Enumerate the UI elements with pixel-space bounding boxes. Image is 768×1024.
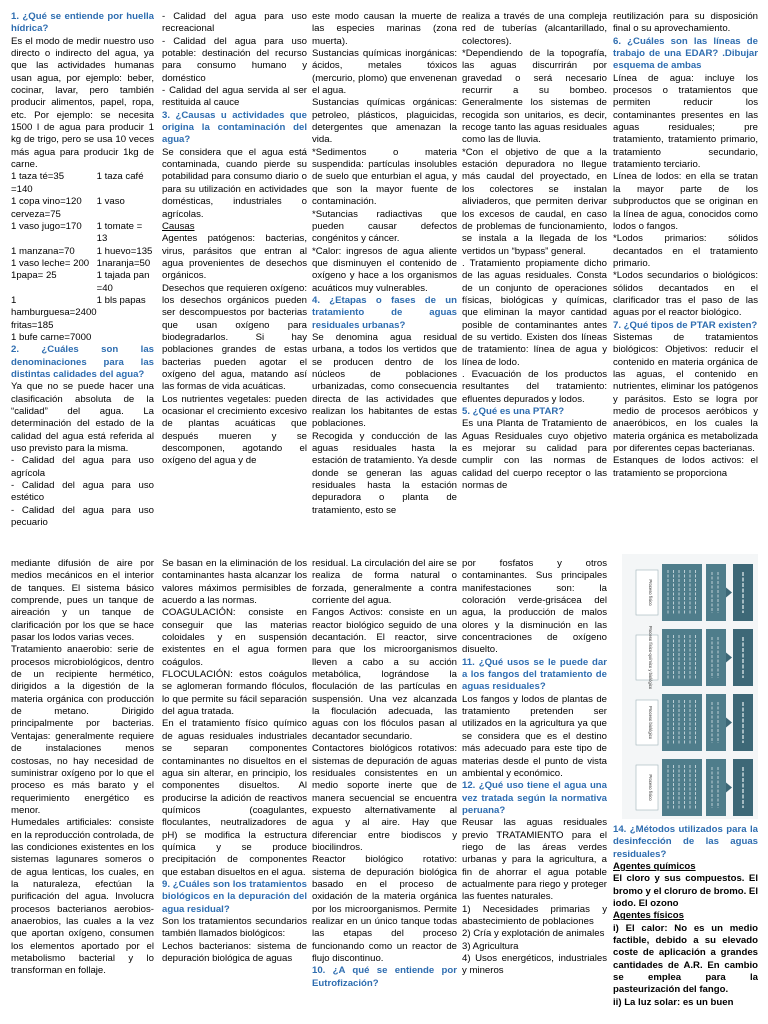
question-heading: 6. ¿Cuáles son las líneas de trabajo de una EDAR? .Dibujar esquema de ambas bbox=[613, 35, 758, 72]
question-heading: 3. ¿Causas u actividades que origina la contaminación del agua? bbox=[162, 109, 307, 146]
stage-label: Proceso biológico bbox=[648, 705, 653, 740]
paragraph: - Calidad del agua para uso estético bbox=[11, 480, 154, 504]
paragraph: Es el modo de medir nuestro uso directo o indirecto del agua, ya que las actividades humanas usan agua, por ejemplo: beber, cocinar, lavar, pero también producir alimentos, papel, ropa, etc. Por ejemplo: se necesita 1500 l de agua para producir 1 kg de trigo, pero se usa 10 veces más agua para producir 1kg de carne. bbox=[11, 35, 154, 171]
question-heading: 11. ¿Qué usos se le puede dar a los fangos del tratamiento de aguas residuales? bbox=[462, 656, 607, 693]
paragraph: Lechos bacterianos: sistema de depuración biológica de aguas bbox=[162, 940, 307, 964]
question-heading: 1. ¿Qué se entiende por huella hídrica? bbox=[11, 11, 154, 35]
footprint-item: 1 vaso jugo=170 bbox=[11, 220, 82, 232]
paragraph: Es una Planta de Tratamiento de Aguas Residuales cuyo objetivo es mejorar su calidad para cumplir con las normas de calidad del cuerpo receptor o las normas de bbox=[462, 418, 607, 492]
question-heading: 5. ¿Qué es una PTAR? bbox=[462, 406, 565, 417]
section-label: Agentes físicos bbox=[613, 910, 684, 922]
question-heading: 7. ¿Qué tipos de PTAR existen? bbox=[613, 319, 758, 331]
paragraph: Reusar las aguas residuales previo TRATAMIENTO para el riego de las áreas verdes urbanas y para la agricultura, a fin de ahorrar el agua potable actualmente para riego y proteger las fuentes naturales. bbox=[462, 817, 607, 903]
footprint-item: 1 vaso leche= 200 bbox=[11, 257, 90, 269]
column-10 bbox=[613, 824, 758, 1024]
paragraph: Se denomina agua residual urbana, a todos los vertidos que se producen dentro de los núcleos de poblaciones urbanizadas, como consecuencia directa de las actividades que realizan los habitantes de estas poblaciones. bbox=[312, 331, 457, 430]
footprint-item: 1 copa vino=120 bbox=[11, 196, 82, 208]
footprint-item: =140 bbox=[11, 183, 33, 195]
footprint-item: 1 hamburguesa=2400 bbox=[11, 294, 97, 319]
paragraph: por fosfatos y otros contaminantes. Sus principales manifestaciones son: la coloración verde-grisácea del agua, la producción de malos olores y la disminución en las concentraciones de oxígeno disuelto. bbox=[462, 558, 607, 656]
footprint-item: 1 taza té=35 bbox=[11, 171, 65, 183]
column-1 bbox=[11, 11, 154, 529]
column-7 bbox=[162, 558, 307, 1024]
footprint-item: 1naranja=50 bbox=[96, 257, 151, 269]
column-9 bbox=[462, 558, 607, 1024]
paragraph: Los nutrientes vegetales: pueden ocasionar el crecimiento excesivo de plantas acuáticas que después mueren y se descomponen, agotando el oxígeno del agua y de bbox=[162, 393, 307, 467]
stage-info-box bbox=[706, 629, 726, 686]
paragraph: residual. La circulación del aire se realiza de forma natural o forzada, generalmente a contra corriente del agua. bbox=[312, 558, 457, 607]
footprint-item bbox=[97, 184, 154, 196]
footprint-item: 1 manzana=70 bbox=[11, 245, 75, 257]
paragraph: *Lodos primarios: sólidos decantados en el tratamiento primario. bbox=[613, 233, 758, 269]
stage-label: Proceso físico bbox=[648, 579, 653, 606]
paragraph: Se basan en la eliminación de los contaminantes hasta alcanzar los valores máximos permisibles de acuerdo a las normas. bbox=[162, 558, 307, 607]
stage-label-box bbox=[636, 635, 658, 680]
edar-diagram bbox=[622, 554, 758, 819]
paragraph: Tratamiento anaerobio: serie de procesos microbiológicos, dentro de un recipiente hermético, dirigidos a la digestión de la materia orgánica con producción de metano. Dirigido principalmente por bacterias. Ventajas: generalmente requiere de instalaciones menos costosas, no hay necesidad de suministrar oxígeno por lo que el proceso es más barato y el requerimiento energético es menor. bbox=[11, 644, 154, 816]
edar-diagram-svg bbox=[622, 554, 758, 819]
paragraph: El cloro y sus compuestos. El bromo y el cloruro de bromo. El iodo. El ozono bbox=[613, 873, 758, 910]
paragraph: Estanques de lodos activos: el tratamiento se proporciona bbox=[613, 455, 758, 479]
paragraph: Los fangos y lodos de plantas de tratamiento pretenden ser utilizados en la agricultura ya que se considera que es el destino más adecuado para este tipo de materias desde el punto de vista ambiental y económico. bbox=[462, 693, 607, 779]
footprint-item: 1 tomate = 13 bbox=[96, 220, 143, 245]
paragraph: 4) Usos energéticos, industriales y mineros bbox=[462, 953, 607, 977]
paragraph: *Sutancias radiactivas que pueden causar defectos congénitos y cáncer. bbox=[312, 208, 457, 245]
paragraph: COAGULACIÓN: consiste en conseguir que las materias coloidales y en suspensión existentes en el agua formen coágulos. bbox=[162, 607, 307, 668]
paragraph: Desechos que requieren oxígeno: los desechos orgánicos pueden ser descompuestos por bacterias que usan oxígeno para biodegradarlos. Si hay poblaciones grandes de estas bacterias pueden agotar el oxígeno del agua, matando así las formas de vida acuáticas. bbox=[162, 282, 307, 393]
paragraph: Ya que no se puede hacer una clasificación absoluta de la “calidad” del agua. La determinación del estado de la calidad del agua está referida al uso previsto para la misma. bbox=[11, 381, 154, 455]
flow-arrow-icon bbox=[726, 718, 732, 728]
paragraph: - Calidad del agua para uso pecuario bbox=[11, 504, 154, 529]
paragraph: Humedales artificiales: consiste en la reproducción controlada, de las condiciones existentes en los sistemas lagunares someros o de agua lenticas, los cuales, en la naturaleza, efectúan la purificación del agua. Involucra procesos bacterianos aerobios-anaerobios, las cuales a la vez que aportan oxígeno, consumen los elementos aportado por el metabolismo bacterial y lo transforman en follaje. bbox=[11, 817, 154, 977]
column-4 bbox=[462, 11, 607, 529]
footprint-item: 1 tajada pan =40 bbox=[96, 270, 150, 294]
paragraph: Sistemas de tratamientos biológicos: Objetivos: reducir el contenido en materia orgánica de las aguas, el contenido en nutrientes, eliminar los patógenos y parásitos. Esto se logra por medio de procesos aeróbicos y anaeróbicos, en los cuales la materia orgánica es metabolizada por diferentes cepas bacterianas. bbox=[613, 331, 758, 455]
question-heading: 12. ¿Qué uso tiene el agua una vez tratada según la normativa peruana? bbox=[462, 780, 607, 816]
paragraph: 1) Necesidades primarias y abastecimiento de poblaciones bbox=[462, 903, 607, 927]
footprint-item: 1 huevo=135 bbox=[96, 245, 153, 257]
paragraph: - Calidad del agua servida al ser restituida al cauce bbox=[162, 85, 307, 109]
footprint-item bbox=[97, 320, 154, 332]
footprint-item bbox=[97, 332, 154, 344]
flow-arrow-icon bbox=[726, 783, 732, 793]
footprint-item: 1 bufe carne=7000 bbox=[11, 331, 92, 343]
paragraph: Recogida y conducción de las aguas residuales hasta la estación de tratamiento. Ya desde donde se generan las aguas residuales hasta la estación depuradora o planta de tratamiento, esto se bbox=[312, 430, 457, 516]
stage-label: Proceso físico bbox=[648, 774, 653, 801]
water-footprint-list bbox=[11, 171, 154, 344]
paragraph: FLOCULACIÓN: estos coágulos se aglomeran formando flóculos, lo que permite su fácil separación del agua tratada. bbox=[162, 669, 307, 718]
paragraph: Sustancias químicas inorgánicas: ácidos, metales tóxicos (mercurio, plomo) que envenenan el agua. bbox=[312, 48, 457, 97]
stage-label-box bbox=[636, 765, 658, 810]
footprint-item: 1 taza café bbox=[96, 171, 144, 183]
paragraph: reutilización para su disposición final o su aprovechamiento. bbox=[613, 11, 758, 35]
paragraph: *Con el objetivo de que a la estación depuradora no llegue más caudal del proyectado, en los colectores se instalan aliviaderos, que permiten derivar los excesos de caudal, en caso de problemas de funcionamiento, se instala a la llegada de los vertidos un “bypass” general. bbox=[462, 146, 607, 257]
stage-info-box bbox=[706, 759, 726, 816]
paragraph: Línea de agua: incluye los procesos o tratamientos que permiten reducir los contaminantes presentes en las aguas residuales; pre tratamiento, tratamiento primario, tratamiento secundario, tratamiento terciario. bbox=[613, 72, 758, 171]
paragraph: Sustancias químicas orgánicas: petroleo, plásticos, plaguicidas, detergentes que amenazan la vida. bbox=[312, 97, 457, 146]
column-8 bbox=[312, 558, 457, 1024]
paragraph: ii) La luz solar: es un buen bbox=[613, 996, 734, 1008]
question-heading: 2. ¿Cuáles son las denominaciones para las distintas calidades del agua? bbox=[11, 344, 154, 380]
stage-label: Proceso físico-químico y biológico bbox=[648, 625, 653, 690]
footprint-item bbox=[97, 209, 154, 221]
section-label: Causas bbox=[162, 220, 195, 232]
paragraph: *Calor: ingresos de agua aliente que disminuyen el contenido de oxígeno y hace a los organismos acuáticos muy vulnerables. bbox=[312, 245, 457, 294]
column-3 bbox=[312, 11, 457, 529]
paragraph: - Calidad del agua para uso potable: destinación del recurso para consumo humano y doméstico bbox=[162, 35, 307, 84]
paragraph: *Dependiendo de la topografía, las aguas discurrirán por gravedad o será necesario recurrir a su bombeo. Generalmente los sistemas de recogida son unitarios, es decir, recoge tanto las aguas residuales como las de lluvia. bbox=[462, 48, 607, 146]
paragraph: Contactores biológicos rotativos: sistemas de depuración de aguas residuales consistentes en un medio soporte inerte que de manera secuencial se encuentra expuesto alternativamente al agua y al aire. Hay que diferenciar entre biodiscos y biocilindros. bbox=[312, 743, 457, 853]
stage-label-box bbox=[636, 700, 658, 745]
stage-info-box bbox=[706, 694, 726, 751]
stage-info-box bbox=[706, 564, 726, 621]
paragraph: 3) Agricultura bbox=[462, 940, 519, 952]
question-heading: 10. ¿A qué se entiende por Eutrofización? bbox=[312, 965, 457, 989]
paragraph: Línea de lodos: en ella se tratan la mayor parte de los subproductos que se originan en la línea de agua, conocidos como lodos o fangos. bbox=[613, 171, 758, 232]
column-6 bbox=[11, 558, 154, 1024]
column-2 bbox=[162, 11, 307, 529]
paragraph: . Tratamiento propiamente dicho de las aguas residuales. Consta de un conjunto de operaciones físicas, biológicas y químicas, que eliminan la mayor cantidad posible de contaminantes antes de su vertido. Existen dos líneas de tratamiento: línea de agua y línea de lodo. bbox=[462, 257, 607, 368]
section-label: Agentes químicos bbox=[613, 861, 696, 873]
paragraph: Son los tratamientos secundarios también llamados biológicos: bbox=[162, 915, 307, 940]
paragraph: . Evacuación de los productos resultantes del tratamiento: efluentes depurados y lodos. bbox=[462, 368, 607, 405]
footprint-item: 1 bls papas bbox=[96, 294, 146, 306]
flow-arrow-icon bbox=[726, 653, 732, 663]
footprint-item: 1papa= 25 bbox=[11, 270, 57, 282]
footprint-item: fritas=185 bbox=[11, 319, 54, 331]
flow-arrow-icon bbox=[726, 588, 732, 598]
paragraph: - Calidad del agua para uso agrícola bbox=[11, 455, 154, 479]
question-heading: 14. ¿Métodos utilizados para la desinfección de las aguas residuales? bbox=[613, 824, 758, 860]
paragraph: i) El calor: No es un medio factible, debido a su elevado coste de aplicación a grandes cantidades de A.R. En cambio se emplea para la pasteurización del fango. bbox=[613, 922, 758, 996]
paragraph: realiza a través de una compleja red de tuberías (alcantarillado, colectores). bbox=[462, 11, 607, 47]
paragraph: En el tratamiento físico químico de aguas residuales industriales se separan componentes contaminantes no disueltos en el agua sin alterar, en principio, los componentes disueltos. Al producirse la adición de reactivos químicos (coagulantes, floculantes, neutralizadores de pH) se modifica la estructura química y se produce precipitación de componentes que estaban disueltos en el agua. bbox=[162, 718, 307, 878]
footprint-item: 1 vaso bbox=[96, 196, 125, 208]
paragraph: este modo causan la muerte de las especies marinas (zona muerta). bbox=[312, 11, 457, 47]
footprint-item: cerveza=75 bbox=[11, 208, 61, 220]
paragraph: Reactor biológico rotativo: sistema de depuración biológica basado en el proceso de oxidación de la materia orgánica por los microorganismos. Permite realizar en un único tanque todas las etapas del proceso funcionando como un reactor de flujo discontinuo. bbox=[312, 854, 457, 964]
paragraph: Fangos Activos: consiste en un reactor biológico seguido de una decantación. El reactor, sirve para que los microorganismos lleven a cabo a su acción metabólica, lográndose la floculación de las partículas en suspensión. Una vez alcanzada la floculación adecuada, las aguas con los flóculos pasan al decantador secundario. bbox=[312, 607, 457, 742]
paragraph: Agentes patógenos: bacterias, virus, parásitos que entran al agua provenientes de desechos orgánicos. bbox=[162, 233, 307, 282]
paragraph: *Sedimentos o materia suspendida: partículas insolubles de suelo que enturbian el agua, y que son la mayor fuente de contaminación. bbox=[312, 146, 457, 208]
stage-label-box bbox=[636, 570, 658, 615]
paragraph: - Calidad del agua para uso recreacional bbox=[162, 11, 307, 35]
paragraph: *Lodos secundarios o biológicos: sólidos decantados en el clarificador tras el paso de las aguas por el reactor biológico. bbox=[613, 270, 758, 319]
paragraph: Se considera que el agua está contaminada, cuando pierde su potabilidad para consumo diario o para su utilización en actividades domésticas, industriales o agrícolas. bbox=[162, 146, 307, 220]
paragraph: mediante difusión de aire por medios mecánicos en el interior de tanques. El sistema básico comprende, pues un tanque de aireación y un tanque de clarificación por los que se hace pasar los lodos varias veces. bbox=[11, 558, 154, 644]
question-heading: 4. ¿Etapas o fases de un tratamiento de aguas residuales urbanas? bbox=[312, 294, 457, 331]
question-heading: 9. ¿Cuáles son los tratamientos biológicos en la depuración del agua residual? bbox=[162, 878, 307, 915]
paragraph: 2) Cría y explotación de animales bbox=[462, 928, 605, 940]
column-5 bbox=[613, 11, 758, 529]
